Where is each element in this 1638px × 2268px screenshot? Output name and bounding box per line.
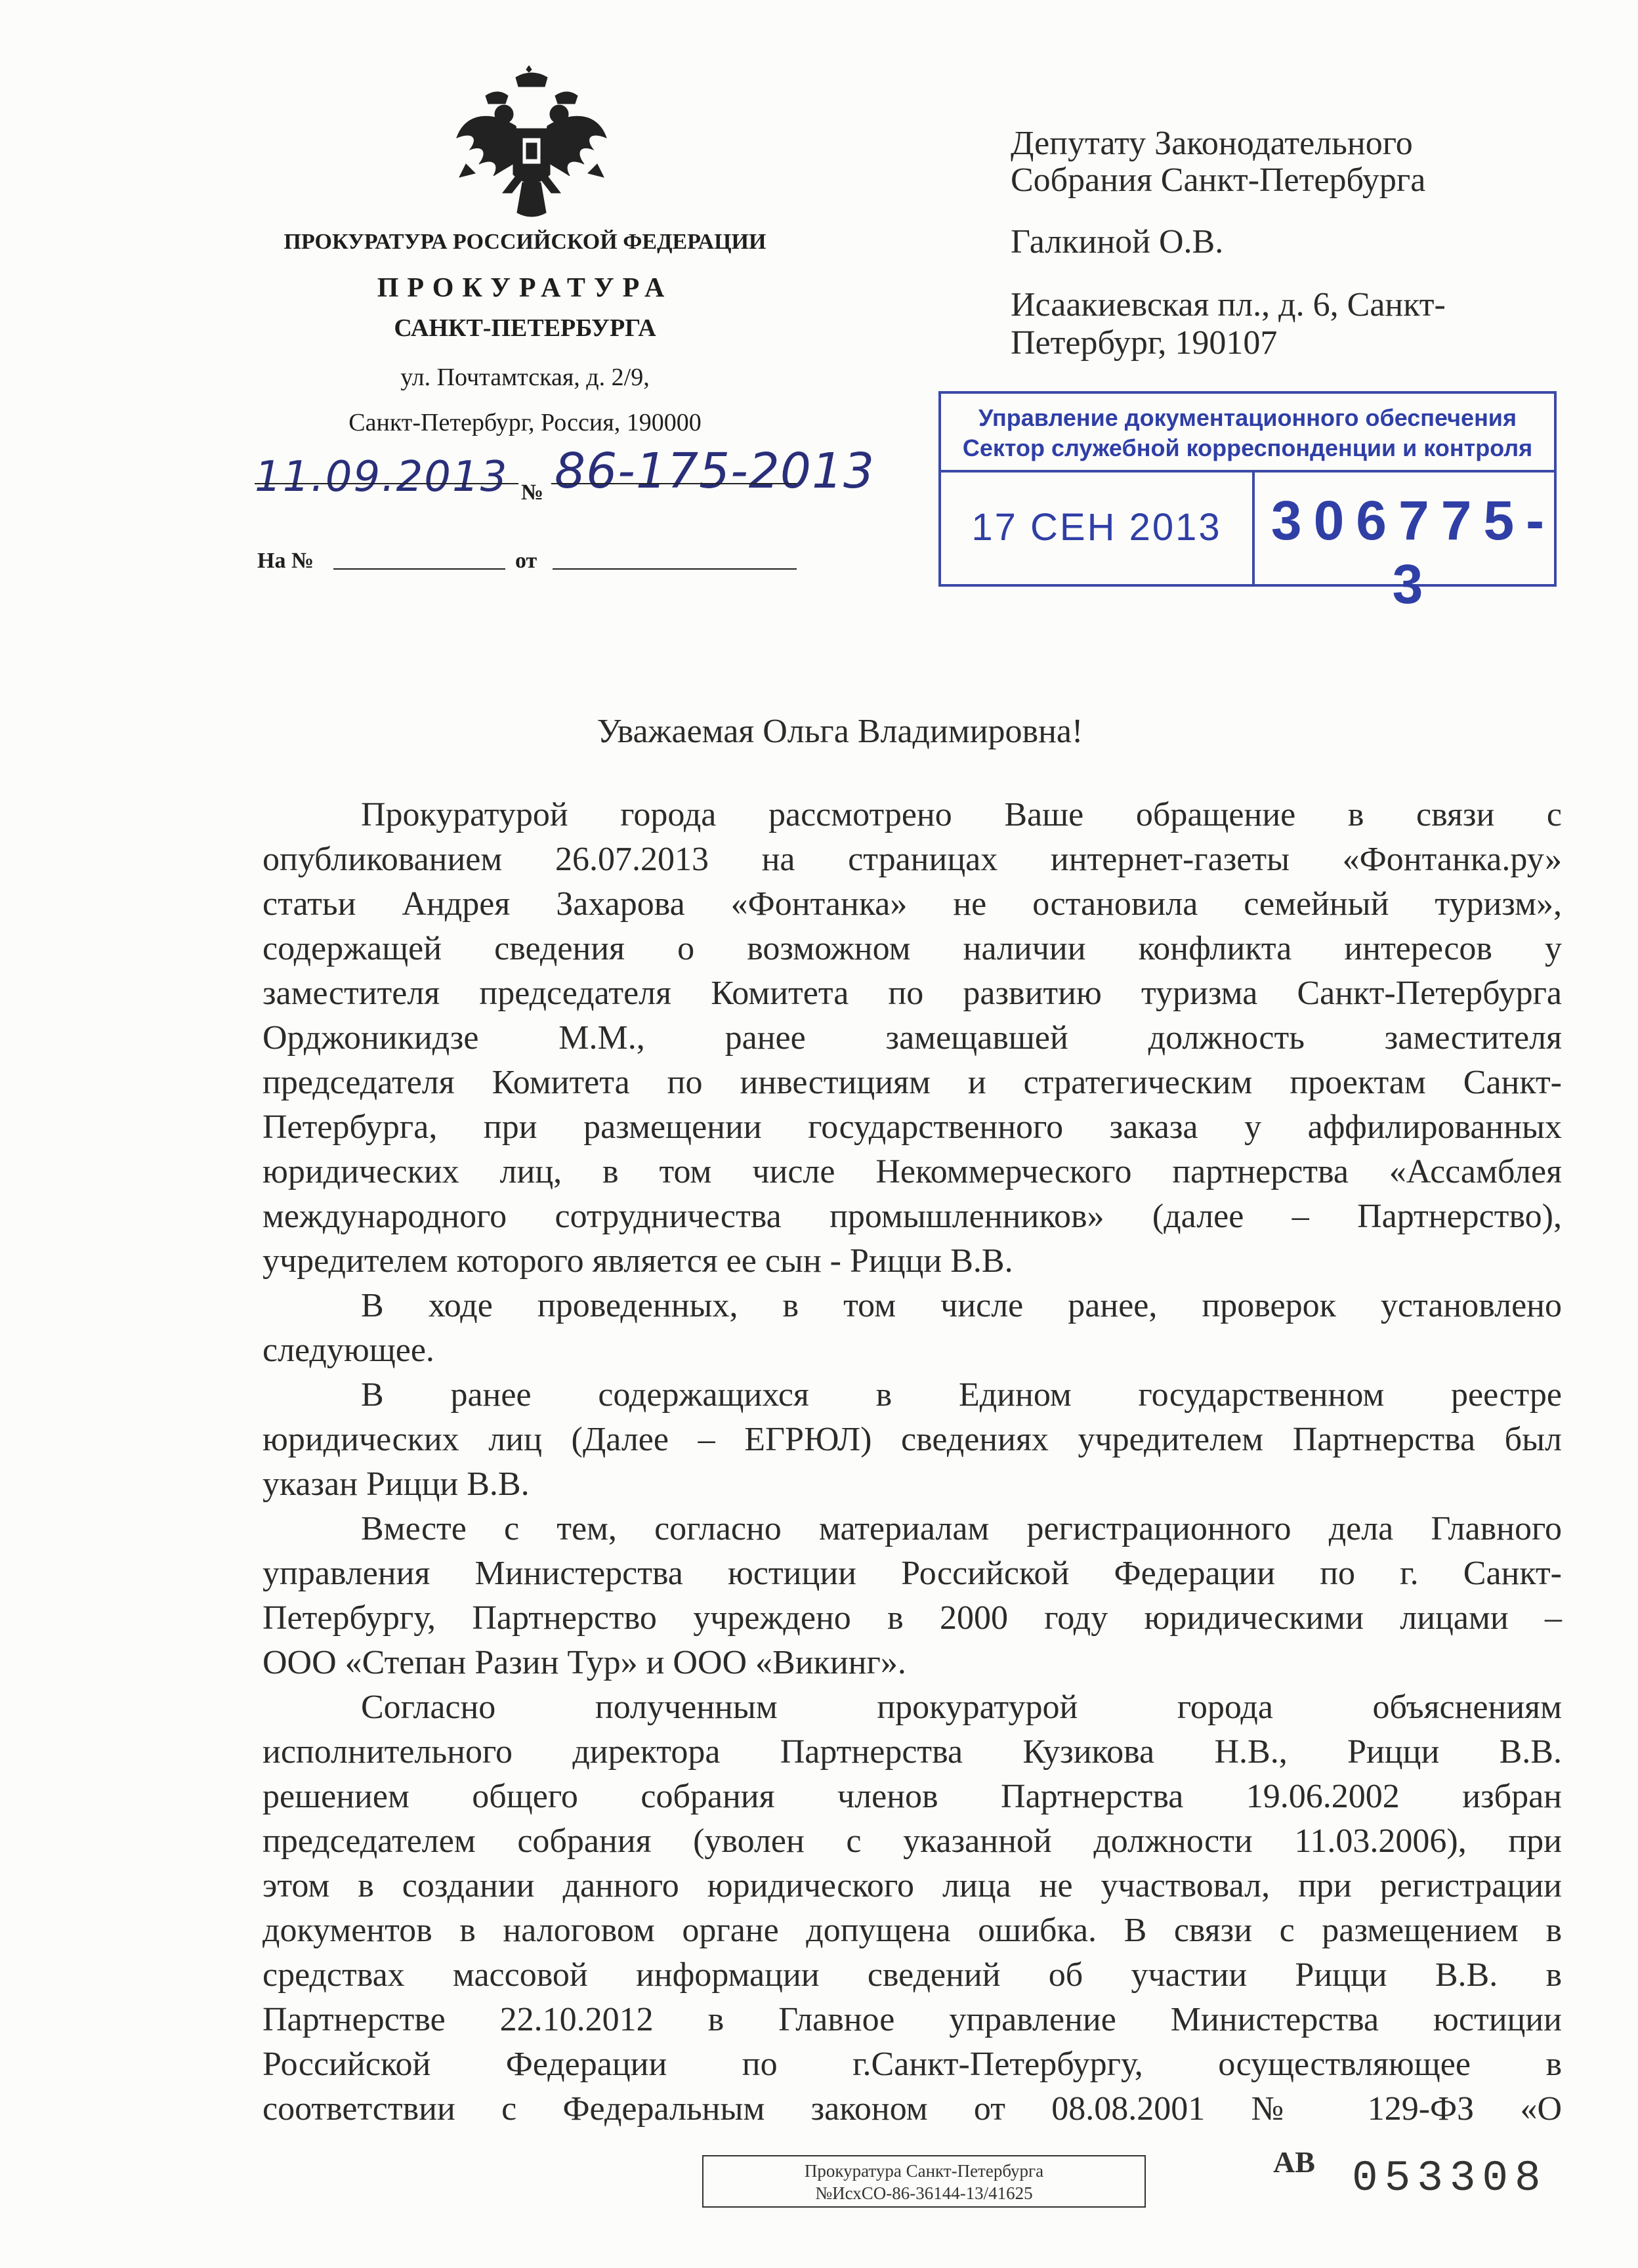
addressee-line-1: Депутату Законодательного bbox=[1011, 125, 1413, 162]
footer-registration-box bbox=[702, 2155, 1146, 2208]
body-line: Петербурга, при размещении государственного заказа у аффилированных bbox=[262, 1108, 1562, 1146]
handwritten-date: 11.09.2013 bbox=[255, 453, 509, 501]
body-line: решением общего собрания членов Партнерства 19.06.2002 избран bbox=[262, 1778, 1562, 1815]
body-line: Согласно полученным прокуратурой города объяснениям bbox=[361, 1689, 1562, 1726]
body-line: исполнительного директора Партнерства Кузикова Н.В., Рицци В.В. bbox=[262, 1733, 1562, 1771]
body-line: документов в налоговом органе допущена ошибка. В связи с размещением в bbox=[262, 1912, 1562, 1949]
body-line: ООО «Степан Разин Тур» и ООО «Викинг». bbox=[262, 1644, 906, 1681]
addressee-address-line-2: Петербург, 190107 bbox=[1011, 324, 1278, 362]
body-line: Вместе с тем, согласно материалам регистрационного дела Главного bbox=[361, 1510, 1562, 1547]
stamp-sector: Сектор служебной корреспонденции и контроля bbox=[962, 434, 1533, 461]
body-line: этом в создании данного юридического лица не участвовал, при регистрации bbox=[262, 1867, 1562, 1904]
reference-number-line bbox=[333, 568, 505, 570]
coat-of-arms-eagle-icon bbox=[453, 66, 610, 223]
org-title: ПРОКУРАТУРА bbox=[377, 273, 673, 303]
org-city: САНКТ-ПЕТЕРБУРГА bbox=[394, 314, 656, 342]
reference-date-label: от bbox=[515, 549, 537, 573]
body-line: юридических лиц, в том числе Некоммерческого партнерства «Ассамблея bbox=[262, 1153, 1562, 1190]
body-line: председателя Комитета по инвестициям и стратегическим проектам Санкт- bbox=[262, 1064, 1562, 1101]
reference-date-line bbox=[553, 568, 797, 570]
footer-org: Прокуратура Санкт-Петербурга bbox=[804, 2161, 1044, 2181]
handwritten-outgoing-number: 86-175-2013 bbox=[555, 443, 875, 499]
body-line: содержащей сведения о возможном наличии конфликта интересов у bbox=[262, 930, 1562, 967]
org-address: Санкт-Петербург, Россия, 190000 bbox=[348, 409, 702, 436]
body-line: учредителем которого является ее сын - Рицци В.В. bbox=[262, 1242, 1013, 1280]
body-line: опубликованием 26.07.2013 на страницах интернет-газеты «Фонтанка.ру» bbox=[262, 841, 1562, 878]
number-sign-label: № bbox=[521, 480, 544, 505]
org-street: ул. Почтамтская, д. 2/9, bbox=[400, 364, 650, 391]
body-line: указан Рицци В.В. bbox=[262, 1465, 530, 1503]
body-line: соответствии с Федеральным законом от 08.08.2001 № 129-ФЗ «О bbox=[262, 2090, 1562, 2128]
stamp-number: 306775-3 bbox=[1270, 490, 1557, 615]
registration-stamp bbox=[938, 391, 1557, 615]
body-line: председателем собрания (уволен с указанной должности 11.03.2006), при bbox=[262, 1822, 1562, 1860]
body-line: Петербургу, Партнерство учреждено в 2000 году юридическими лицами – bbox=[262, 1599, 1562, 1637]
number-field-line bbox=[551, 483, 797, 484]
salutation: Уважаемая Ольга Владимировна! bbox=[597, 713, 1083, 750]
body-line: международного сотрудничества промышленников» (далее – Партнерство), bbox=[262, 1198, 1562, 1235]
org-line: ПРОКУРАТУРА РОССИЙСКОЙ ФЕДЕРАЦИИ bbox=[284, 230, 766, 254]
stamp-divider bbox=[1252, 472, 1255, 587]
date-field-line bbox=[255, 483, 518, 484]
body-line: Партнерстве 22.10.2012 в Главное управление Министерства юстиции bbox=[262, 2001, 1562, 2038]
stamp-date: 17 СЕН 2013 bbox=[971, 506, 1222, 549]
stamp-department: Управление документационного обеспечения bbox=[978, 404, 1517, 431]
footer-outgoing-number: №ИсхСО-86-36144-13/41625 bbox=[815, 2183, 1033, 2203]
reference-number-label: На № bbox=[257, 549, 314, 573]
addressee-name: Галкиной О.В. bbox=[1011, 223, 1224, 261]
body-line: Российской Федерации по г.Санкт-Петербургу, осуществляющее в bbox=[262, 2046, 1562, 2083]
body-line: юридических лиц (Далее – ЕГРЮЛ) сведениях учредителем Партнерства был bbox=[262, 1421, 1562, 1458]
body-line: Прокуратурой города рассмотрено Ваше обращение в связи с bbox=[361, 796, 1562, 833]
body-line: В ранее содержащихся в Едином государственном реестре bbox=[361, 1376, 1562, 1414]
form-serial-number: 053308 bbox=[1352, 2154, 1547, 2203]
body-line: В ходе проведенных, в том числе ранее, проверок установлено bbox=[361, 1287, 1562, 1324]
letter-body bbox=[262, 793, 1562, 2132]
stamp-header bbox=[941, 394, 1554, 472]
body-line: средствах массовой информации сведений об участии Рицци В.В. в bbox=[262, 1956, 1562, 1994]
body-line: управления Министерства юстиции Российской Федерации по г. Санкт- bbox=[262, 1555, 1562, 1592]
addressee-address-line-1: Исаакиевская пл., д. 6, Санкт- bbox=[1011, 286, 1446, 324]
form-series: АВ bbox=[1273, 2145, 1315, 2179]
body-line: следующее. bbox=[262, 1332, 434, 1369]
addressee-line-2: Собрания Санкт-Петербурга bbox=[1011, 161, 1426, 199]
body-line: Орджоникидзе М.М., ранее замещавшей должность заместителя bbox=[262, 1019, 1562, 1057]
body-line: статьи Андрея Захарова «Фонтанка» не остановила семейный туризм», bbox=[262, 885, 1562, 923]
body-line: заместителя председателя Комитета по развитию туризма Санкт-Петербурга bbox=[262, 975, 1562, 1012]
